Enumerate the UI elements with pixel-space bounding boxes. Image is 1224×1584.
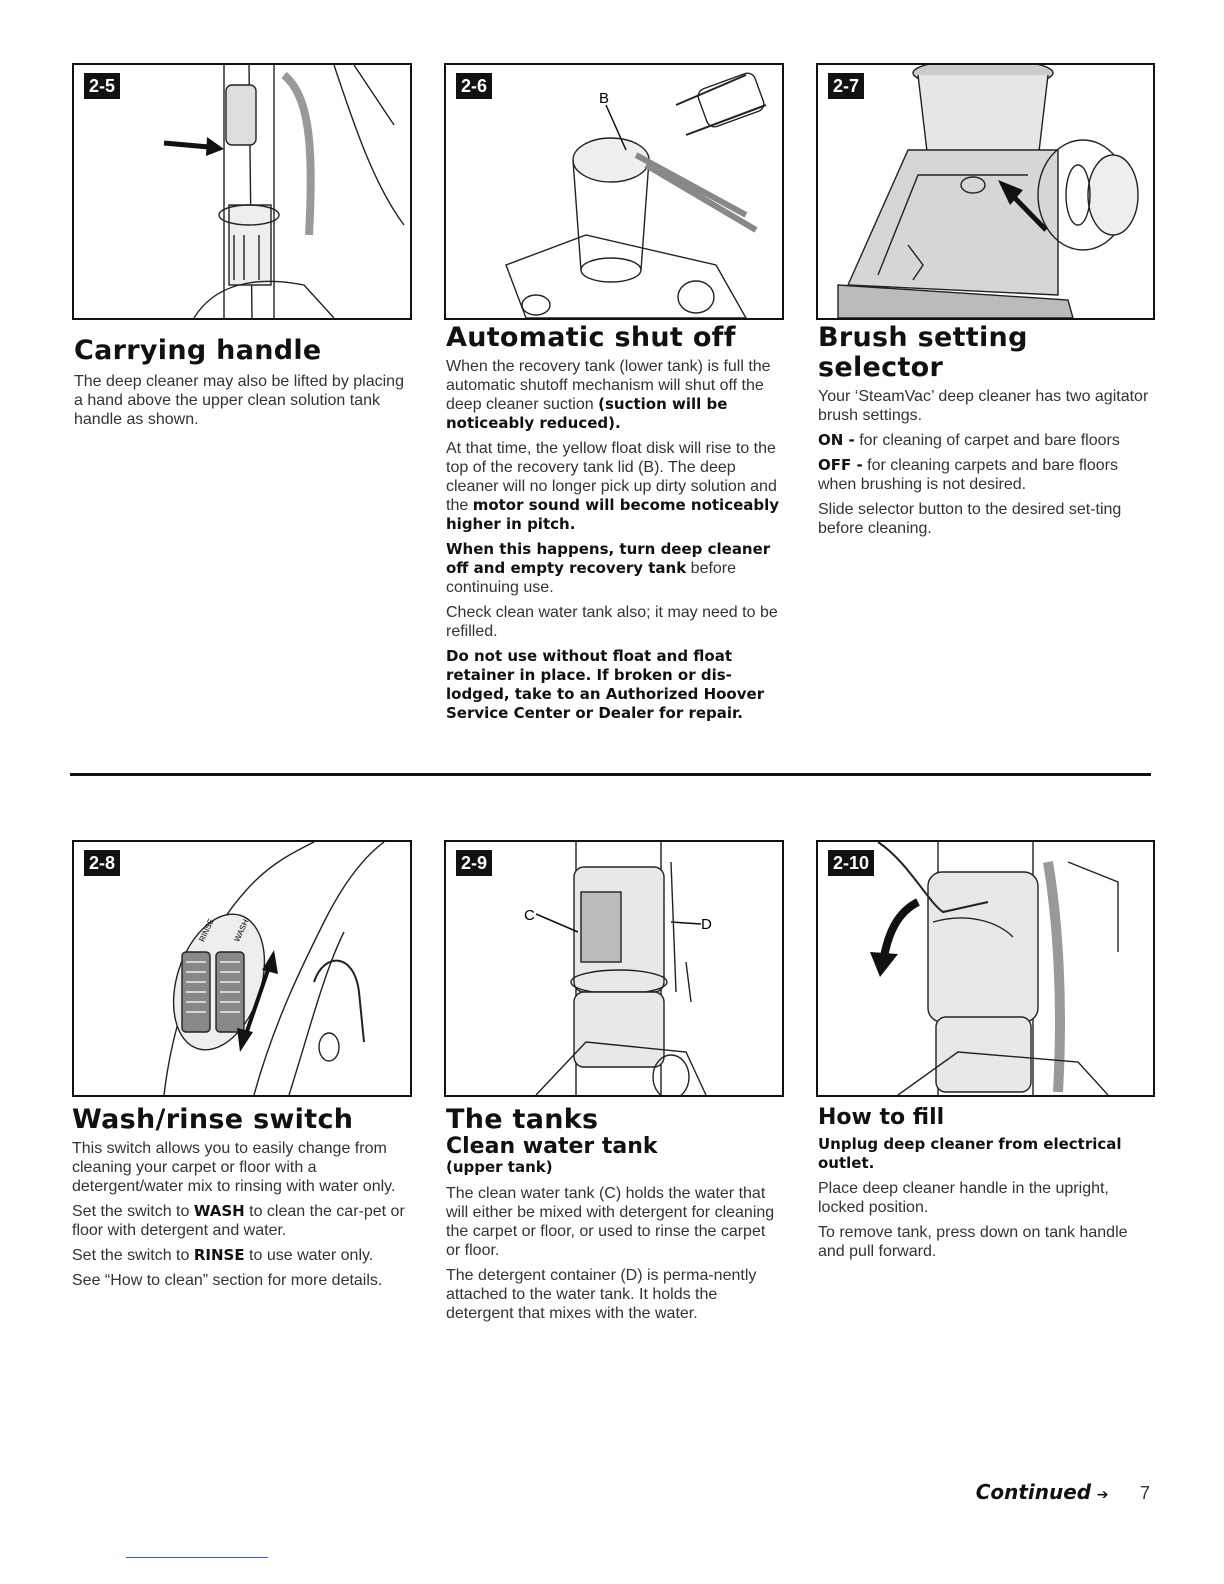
section-title: Automatic shut off: [446, 322, 736, 353]
paragraph: Set the switch to RINSE to use water only.: [72, 1246, 374, 1264]
handle-illustration: [74, 65, 410, 318]
figure-label: 2-6: [456, 73, 492, 99]
section-wash-rinse-switch: [72, 1105, 412, 1296]
paragraph: When the recovery tank (lower tank) is full the automatic shutoff mechanism will shut off the deep cleaner suction (suction will be noticeably reduced).: [446, 358, 771, 432]
footer-divider: [126, 1557, 268, 1558]
section-title: The tanks: [446, 1104, 599, 1135]
paragraph: The deep cleaner may also be lifted by placing a hand above the upper clean solution tank handle as shown.: [74, 373, 404, 428]
paragraph: Check clean water tank also; it may need to be refilled.: [446, 604, 778, 640]
section-brush-setting-selector: [818, 323, 1153, 544]
figure-2-6: [444, 63, 784, 320]
rinse-marking: RINSE: [197, 917, 216, 944]
section-how-to-fill: [818, 1105, 1153, 1267]
section-the-tanks: [446, 1105, 781, 1329]
figure-label: 2-7: [828, 73, 864, 99]
paragraph: Unplug deep cleaner from electrical outlet.: [818, 1135, 1122, 1172]
page-footer: [976, 1480, 1150, 1505]
callout-b: B: [599, 90, 610, 107]
subsection-title: Clean water tank: [446, 1134, 658, 1159]
wash-rinse-switch-illustration: [74, 842, 410, 1095]
warning-paragraph: Do not use without float and float retainer in place. If broken or dis-lodged, take to an Authorized Hoover Service Center or Dealer for repair.: [446, 647, 765, 722]
section-divider: [70, 773, 1151, 776]
paragraph: Slide selector button to the desired set-ting before cleaning.: [818, 501, 1122, 537]
section-title: Wash/rinse switch: [72, 1104, 354, 1135]
paragraph: To remove tank, press down on tank handle and pull forward.: [818, 1224, 1128, 1260]
paragraph: At that time, the yellow float disk will rise to the top of the recovery tank lid (B). The deep cleaner will no longer pick up dirty solution and the motor sound will become noticeably higher in pitch.: [446, 440, 780, 533]
section-title: How to fill: [818, 1105, 945, 1130]
figure-2-10: [816, 840, 1155, 1097]
figure-2-8: [72, 840, 412, 1097]
figure-2-5: [72, 63, 412, 320]
section-carrying-handle: [74, 336, 414, 435]
arrow-right-icon: ➔: [1096, 1487, 1109, 1503]
brush-selector-illustration: [818, 65, 1153, 318]
figure-2-9: [444, 840, 784, 1097]
wash-marking: WASH: [232, 917, 251, 944]
paragraph: ON - for cleaning of carpet and bare floors: [818, 431, 1120, 449]
figure-label: 2-9: [456, 850, 492, 876]
fill-tank-illustration: [818, 842, 1153, 1095]
tanks-illustration: [446, 842, 782, 1095]
figure-2-7: [816, 63, 1155, 320]
paragraph: Set the switch to WASH to clean the car-pet or floor with detergent and water.: [72, 1202, 405, 1239]
section-automatic-shut-off: [446, 323, 781, 729]
recovery-tank-illustration: [446, 65, 782, 318]
section-title: Brush setting selector: [818, 322, 1028, 383]
paragraph: When this happens, turn deep cleaner off and empty recovery tank before continuing use.: [446, 540, 771, 596]
figure-label: 2-10: [828, 850, 874, 876]
paragraph: Your ‘SteamVac’ deep cleaner has two agitator brush settings.: [818, 388, 1149, 424]
paragraph: OFF - for cleaning carpets and bare floors when brushing is not desired.: [818, 456, 1118, 493]
subsection-note: (upper tank): [446, 1158, 553, 1176]
paragraph: See “How to clean” section for more details.: [72, 1272, 383, 1289]
paragraph: The detergent container (D) is perma-nently attached to the water tank. It holds the detergent that mixes with the water.: [446, 1267, 757, 1322]
figure-label: 2-5: [84, 73, 120, 99]
page-number: 7: [1139, 1483, 1150, 1503]
paragraph: This switch allows you to easily change from cleaning your carpet or floor with a detergent/water mix to rinsing with water only.: [72, 1140, 396, 1195]
paragraph: Place deep cleaner handle in the upright, locked position.: [818, 1180, 1109, 1216]
callout-d: D: [701, 916, 712, 933]
continued-label: Continued: [975, 1480, 1092, 1504]
callout-c: C: [524, 907, 535, 924]
paragraph: The clean water tank (C) holds the water that will either be mixed with detergent for cleaning the carpet or floor, or used to rinse the carpet or floor.: [446, 1185, 775, 1259]
section-title: Carrying handle: [74, 335, 322, 366]
figure-label: 2-8: [84, 850, 120, 876]
